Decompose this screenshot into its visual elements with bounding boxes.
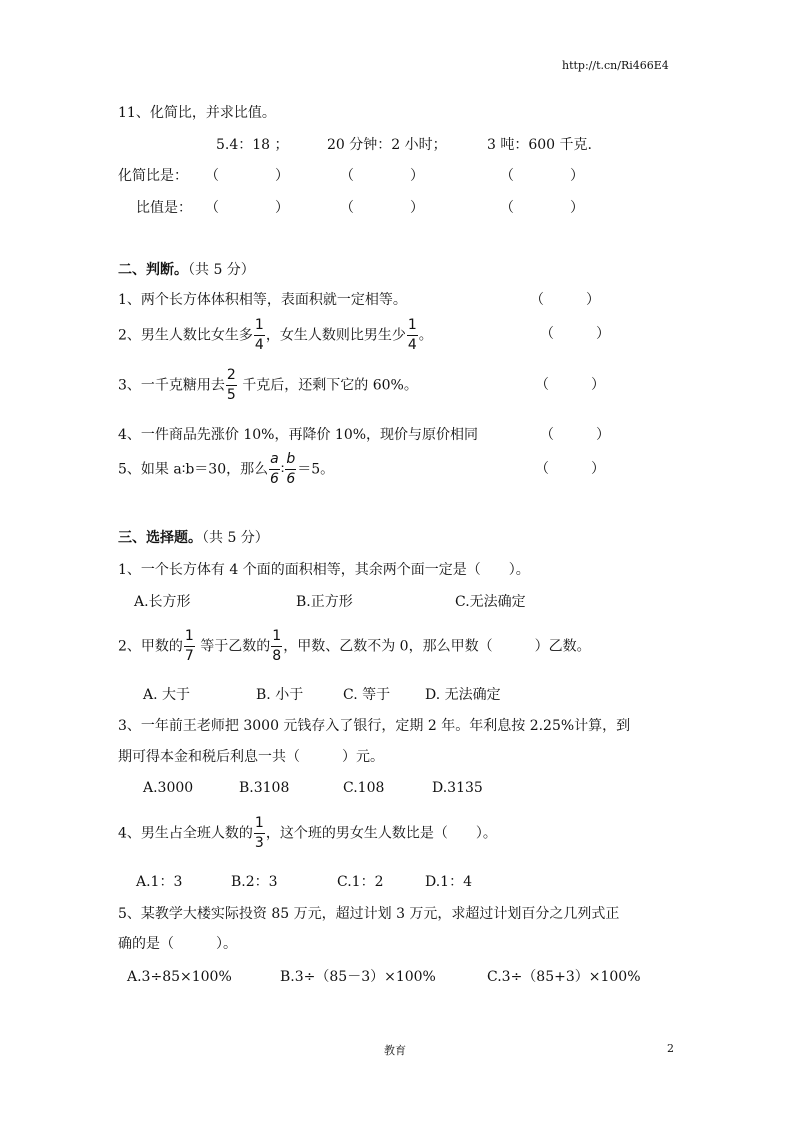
s3-q1-option-a: A.长方形	[134, 594, 191, 610]
s2-q2-text-b: ，女生人数则比男生少	[265, 327, 406, 344]
section2-title: 二、判断。	[118, 262, 188, 278]
section3-title: 三、选择题。	[118, 530, 202, 546]
fraction-denominator: 3	[254, 835, 264, 851]
s3-q4-option-c: C.1：2	[337, 874, 384, 890]
s3-q2-option-c: C. 等于	[343, 687, 391, 703]
q11-item-1: 5.4：18 ；	[216, 137, 289, 153]
s2-q2-text-a: 2、男生人数比女生多	[118, 327, 253, 344]
s3-q3-line-1: 3、一年前王老师把 3000 元钱存入了银行，定期 2 年。年利息按 2.25%计算，到	[118, 718, 631, 734]
s2-q3	[118, 368, 418, 403]
s3-q1-option-c: C.无法确定	[455, 594, 526, 610]
fraction-numerator: 1	[254, 318, 265, 336]
s3-q2-fraction-2	[271, 629, 282, 664]
q11-ratio-blank-3: （ ）	[500, 200, 584, 216]
q11-simplify-blank-3: （ ）	[500, 168, 584, 184]
s2-q5-colon: ∶	[280, 461, 285, 478]
fraction-numerator: 1	[407, 318, 418, 336]
page-number: 2	[667, 1042, 674, 1055]
fraction-numerator: 1	[184, 629, 195, 647]
s2-q4: 4、一件商品先涨价 10%，再降价 10%，现价与原价相同	[118, 427, 479, 443]
q11-ratio-blank-1: （ ）	[205, 200, 289, 216]
s2-q3-text-a: 3、一千克糖用去	[118, 377, 225, 394]
s3-q5-line-2: 确的是（ ）。	[118, 936, 237, 952]
s2-q5	[118, 452, 334, 487]
s2-q2-blank: （ ）	[540, 326, 610, 342]
section2-heading	[118, 261, 255, 279]
fraction-denominator: 4	[407, 337, 417, 353]
s3-q4-option-b: B.2：3	[231, 874, 278, 890]
s2-q5-blank: （ ）	[535, 461, 605, 477]
s3-q4-option-a: A.1：3	[136, 874, 183, 890]
s3-q2	[118, 629, 591, 664]
fraction-numerator: 1	[271, 629, 282, 647]
s3-q3-line-2: 期可得本金和税后利息一共（ ）元。	[118, 749, 384, 765]
q11-ratio-blank-2: （ ）	[340, 200, 424, 216]
s3-q4-text-b: ，这个班的男女生人数比是（ ）。	[265, 825, 497, 842]
s3-q2-fraction-1	[184, 629, 195, 664]
s3-q2-text-a: 2、甲数的	[118, 638, 183, 655]
s3-q4-text-a: 4、男生占全班人数的	[118, 825, 253, 842]
q11-ratio-label: 比值是：	[136, 200, 192, 216]
s3-q5-line-1: 5、某教学大楼实际投资 85 万元，超过计划 3 万元，求超过计划百分之几列式正	[118, 906, 620, 922]
s3-q5-option-a: A.3÷85×100%	[127, 969, 232, 985]
q11-simplify-blank-1: （ ）	[205, 168, 289, 184]
footer-text: 教育	[384, 1044, 406, 1057]
s2-q2-fraction-2	[407, 318, 418, 353]
fraction-numerator: b	[285, 452, 296, 470]
s3-q4-fraction	[254, 816, 265, 851]
s3-q2-option-d: D. 无法确定	[425, 687, 501, 703]
s3-q1-option-b: B.正方形	[296, 594, 353, 610]
s3-q2-text-b: 等于乙数的	[195, 638, 271, 655]
s2-q4-blank: （ ）	[540, 427, 610, 443]
s2-q5-text-b: ＝5。	[297, 461, 335, 478]
q11-simplify-label: 化简比是：	[118, 168, 188, 184]
s3-q5-option-b: B.3÷（85－3）×100%	[280, 969, 436, 985]
fraction-denominator: 6	[286, 471, 296, 487]
fraction-denominator: 6	[269, 471, 279, 487]
s3-q2-option-b: B. 小于	[256, 687, 304, 703]
s3-q2-option-a: A. 大于	[143, 687, 191, 703]
s2-q2-fraction-1	[254, 318, 265, 353]
s2-q2	[118, 318, 433, 353]
s2-q5-fraction-a	[269, 452, 280, 487]
q11-title: 11、化简比，并求比值。	[118, 105, 276, 121]
q11-item-3: 3 吨：600 千克.	[487, 137, 592, 153]
fraction-numerator: 1	[254, 816, 265, 834]
fraction-denominator: 5	[226, 387, 236, 403]
header-url: http://t.cn/Ri466E4	[562, 59, 669, 72]
fraction-numerator: a	[269, 452, 280, 470]
s2-q1: 1、两个长方体体积相等，表面积就一定相等。	[118, 292, 407, 308]
q11-item-2: 20 分钟：2 小时；	[327, 137, 447, 153]
s2-q5-text-a: 5、如果 a∶b＝30，那么	[118, 461, 269, 478]
s3-q3-option-a: A.3000	[143, 780, 194, 796]
q11-simplify-blank-2: （ ）	[340, 168, 424, 184]
section3-score: （共 5 分）	[202, 530, 269, 546]
s3-q5-option-c: C.3÷（85+3）×100%	[487, 969, 641, 985]
s3-q3-option-b: B.3108	[239, 780, 290, 796]
section3-heading	[118, 529, 269, 547]
s3-q4	[118, 816, 497, 851]
s2-q3-blank: （ ）	[535, 377, 605, 393]
s2-q3-fraction	[226, 368, 237, 403]
s3-q2-text-c: ，甲数、乙数不为 0，那么甲数（ ）乙数。	[283, 638, 591, 655]
s3-q3-option-c: C.108	[343, 780, 385, 796]
s3-q1: 1、一个长方体有 4 个面的面积相等，其余两个面一定是（ ）。	[118, 562, 530, 578]
s2-q1-blank: （ ）	[530, 292, 600, 308]
fraction-numerator: 2	[226, 368, 237, 386]
s2-q2-text-c: 。	[418, 327, 433, 344]
fraction-denominator: 4	[254, 337, 264, 353]
section2-score: （共 5 分）	[188, 262, 255, 278]
s3-q3-option-d: D.3135	[432, 780, 483, 796]
s3-q4-option-d: D.1：4	[425, 874, 472, 890]
s2-q3-text-b: 千克后，还剩下它的 60%。	[237, 377, 418, 394]
fraction-denominator: 8	[272, 648, 282, 664]
fraction-denominator: 7	[184, 648, 194, 664]
s2-q5-fraction-b	[285, 452, 296, 487]
